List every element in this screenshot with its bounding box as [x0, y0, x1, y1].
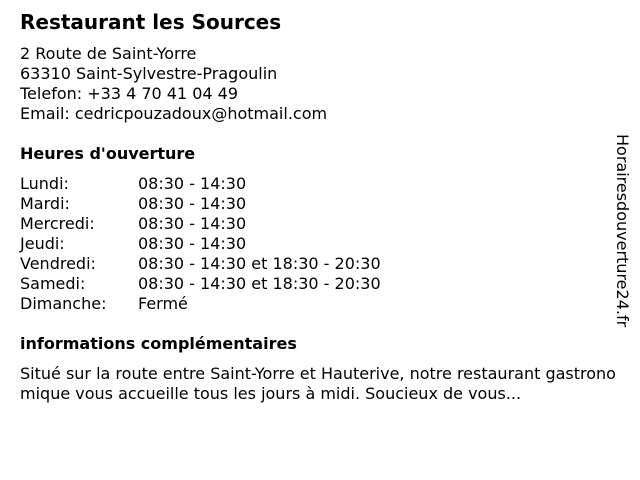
hours-time: 08:30 - 14:30	[138, 214, 247, 233]
hours-row-tuesday	[20, 194, 620, 214]
hours-day: Samedi:	[20, 274, 86, 293]
phone-line: Telefon: +33 4 70 41 04 49	[20, 84, 239, 103]
opening-hours-heading: Heures d'ouverture	[20, 144, 196, 163]
address-line-1: 2 Route de Saint-Yorre	[20, 44, 197, 63]
hours-time: Fermé	[138, 294, 188, 313]
hours-row-saturday	[20, 274, 620, 294]
hours-time: 08:30 - 14:30	[138, 174, 247, 193]
hours-day: Mardi:	[20, 194, 70, 213]
site-link[interactable]: Horairesdouverture24.fr	[613, 134, 632, 328]
hours-day: Vendredi:	[20, 254, 96, 273]
hours-time: 08:30 - 14:30	[138, 234, 247, 253]
hours-day: Jeudi:	[20, 234, 65, 253]
hours-time: 08:30 - 14:30 et 18:30 - 20:30	[138, 254, 381, 273]
additional-info-heading: informations complémentaires	[20, 334, 297, 353]
hours-row-wednesday	[20, 214, 620, 234]
restaurant-name: Restaurant les Sources	[20, 10, 282, 34]
hours-row-sunday	[20, 294, 620, 314]
email-line: Email: cedricpouzadoux@hotmail.com	[20, 104, 328, 123]
restaurant-card	[20, 8, 620, 404]
address-line-2: 63310 Saint-Sylvestre-Pragoulin	[20, 64, 278, 83]
additional-info-text: Situé sur la route entre Saint-Yorre et Hauterive, notre restaurant gastronomique vous accueille tous les jours à midi. Soucieux de vous...	[20, 364, 616, 403]
hours-row-monday	[20, 174, 620, 194]
hours-row-thursday	[20, 234, 620, 254]
hours-day: Dimanche:	[20, 294, 107, 313]
hours-day: Mercredi:	[20, 214, 95, 233]
hours-time: 08:30 - 14:30	[138, 194, 247, 213]
opening-hours-table	[20, 174, 620, 314]
hours-day: Lundi:	[20, 174, 69, 193]
hours-time: 08:30 - 14:30 et 18:30 - 20:30	[138, 274, 381, 293]
hours-row-friday	[20, 254, 620, 274]
